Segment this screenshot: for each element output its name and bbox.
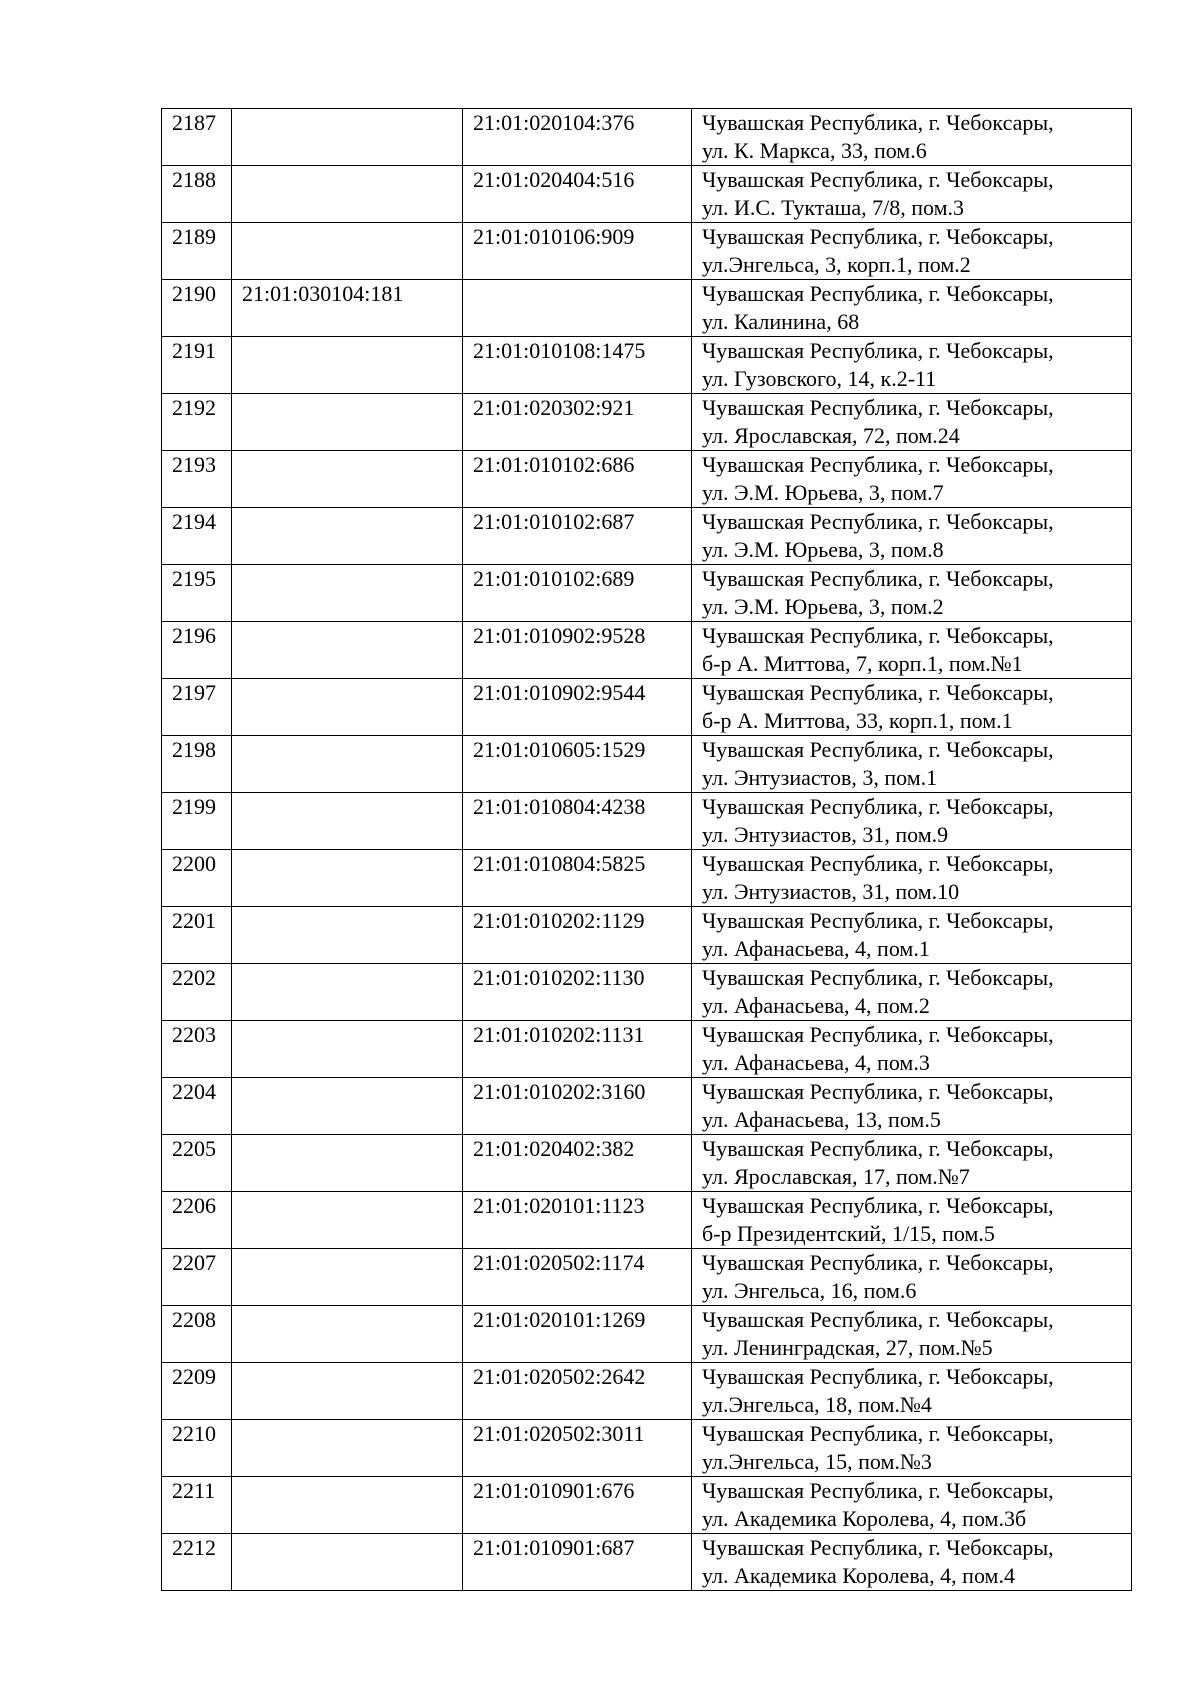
address-region-line: Чувашская Республика, г. Чебоксары, — [702, 1079, 1054, 1104]
premises-cadastral-number-cell: 21:01:010605:1529 — [463, 736, 692, 793]
premises-cadastral-number-cell: 21:01:010202:1129 — [463, 907, 692, 964]
address-cell — [692, 1135, 1132, 1192]
address-region-line: Чувашская Республика, г. Чебоксары, — [702, 1535, 1054, 1560]
address-street-line: ул. Ленинградская, 27, пом.№5 — [702, 1335, 993, 1360]
address-cell — [692, 223, 1132, 280]
address-region-line: Чувашская Республика, г. Чебоксары, — [702, 965, 1054, 990]
premises-cadastral-number-cell: 21:01:010108:1475 — [463, 337, 692, 394]
address-region-line: Чувашская Республика, г. Чебоксары, — [702, 395, 1054, 420]
property-registry-table — [161, 108, 1132, 1591]
row-number-cell: 2196 — [162, 622, 232, 679]
table-row — [162, 109, 1132, 166]
premises-cadastral-number-cell: 21:01:020104:376 — [463, 109, 692, 166]
address-cell — [692, 679, 1132, 736]
address-street-line: ул. Афанасьева, 13, пом.5 — [702, 1107, 941, 1132]
building-cadastral-number-cell — [232, 1078, 463, 1135]
table-row — [162, 166, 1132, 223]
address-street-line: ул. К. Маркса, 33, пом.6 — [702, 138, 927, 163]
address-street-line: ул. Афанасьева, 4, пом.2 — [702, 993, 930, 1018]
address-street-line: ул. Ярославская, 17, пом.№7 — [702, 1164, 970, 1189]
row-number-cell: 2201 — [162, 907, 232, 964]
address-street-line: ул. Афанасьева, 4, пом.1 — [702, 936, 930, 961]
address-street-line: ул. Энтузиастов, 31, пом.10 — [702, 879, 960, 904]
address-street-line: ул. Академика Королева, 4, пом.4 — [702, 1563, 1015, 1588]
premises-cadastral-number-cell: 21:01:010902:9544 — [463, 679, 692, 736]
row-number-cell: 2199 — [162, 793, 232, 850]
premises-cadastral-number-cell: 21:01:020404:516 — [463, 166, 692, 223]
table-row — [162, 565, 1132, 622]
premises-cadastral-number-cell: 21:01:020502:1174 — [463, 1249, 692, 1306]
row-number-cell: 2191 — [162, 337, 232, 394]
building-cadastral-number-cell — [232, 337, 463, 394]
address-street-line: ул.Энгельса, 18, пом.№4 — [702, 1392, 932, 1417]
address-cell — [692, 508, 1132, 565]
building-cadastral-number-cell — [232, 793, 463, 850]
premises-cadastral-number-cell: 21:01:010202:1131 — [463, 1021, 692, 1078]
row-number-cell: 2203 — [162, 1021, 232, 1078]
address-cell — [692, 1363, 1132, 1420]
premises-cadastral-number-cell: 21:01:010901:676 — [463, 1477, 692, 1534]
table-row — [162, 1306, 1132, 1363]
address-cell — [692, 850, 1132, 907]
address-region-line: Чувашская Республика, г. Чебоксары, — [702, 224, 1054, 249]
row-number-cell: 2193 — [162, 451, 232, 508]
row-number-cell: 2202 — [162, 964, 232, 1021]
table-row — [162, 394, 1132, 451]
address-region-line: Чувашская Республика, г. Чебоксары, — [702, 623, 1054, 648]
building-cadastral-number-cell — [232, 679, 463, 736]
table-row — [162, 850, 1132, 907]
building-cadastral-number-cell: 21:01:030104:181 — [232, 280, 463, 337]
table-row — [162, 1192, 1132, 1249]
building-cadastral-number-cell — [232, 964, 463, 1021]
address-cell — [692, 337, 1132, 394]
address-cell — [692, 166, 1132, 223]
premises-cadastral-number-cell: 21:01:010102:687 — [463, 508, 692, 565]
row-number-cell: 2206 — [162, 1192, 232, 1249]
row-number-cell: 2190 — [162, 280, 232, 337]
table-row — [162, 907, 1132, 964]
row-number-cell: 2209 — [162, 1363, 232, 1420]
address-street-line: ул. Афанасьева, 4, пом.3 — [702, 1050, 930, 1075]
table-row — [162, 1420, 1132, 1477]
address-region-line: Чувашская Республика, г. Чебоксары, — [702, 281, 1054, 306]
address-cell — [692, 1078, 1132, 1135]
building-cadastral-number-cell — [232, 1363, 463, 1420]
address-street-line: б-р А. Миттова, 7, корп.1, пом.№1 — [702, 651, 1023, 676]
premises-cadastral-number-cell: 21:01:020101:1123 — [463, 1192, 692, 1249]
address-cell — [692, 1477, 1132, 1534]
building-cadastral-number-cell — [232, 850, 463, 907]
table-row — [162, 1135, 1132, 1192]
address-region-line: Чувашская Республика, г. Чебоксары, — [702, 338, 1054, 363]
table-row — [162, 1363, 1132, 1420]
table-row — [162, 451, 1132, 508]
building-cadastral-number-cell — [232, 1021, 463, 1078]
premises-cadastral-number-cell: 21:01:010901:687 — [463, 1534, 692, 1591]
building-cadastral-number-cell — [232, 1249, 463, 1306]
address-region-line: Чувашская Республика, г. Чебоксары, — [702, 680, 1054, 705]
address-cell — [692, 451, 1132, 508]
address-region-line: Чувашская Республика, г. Чебоксары, — [702, 1478, 1054, 1503]
row-number-cell: 2204 — [162, 1078, 232, 1135]
building-cadastral-number-cell — [232, 1192, 463, 1249]
table-row — [162, 337, 1132, 394]
address-cell — [692, 280, 1132, 337]
premises-cadastral-number-cell: 21:01:010102:689 — [463, 565, 692, 622]
premises-cadastral-number-cell: 21:01:010902:9528 — [463, 622, 692, 679]
building-cadastral-number-cell — [232, 736, 463, 793]
table-row — [162, 508, 1132, 565]
row-number-cell: 2187 — [162, 109, 232, 166]
premises-cadastral-number-cell: 21:01:010804:4238 — [463, 793, 692, 850]
building-cadastral-number-cell — [232, 394, 463, 451]
building-cadastral-number-cell — [232, 565, 463, 622]
premises-cadastral-number-cell: 21:01:020502:2642 — [463, 1363, 692, 1420]
address-region-line: Чувашская Республика, г. Чебоксары, — [702, 1136, 1054, 1161]
row-number-cell: 2211 — [162, 1477, 232, 1534]
premises-cadastral-number-cell — [463, 280, 692, 337]
building-cadastral-number-cell — [232, 1477, 463, 1534]
premises-cadastral-number-cell: 21:01:010102:686 — [463, 451, 692, 508]
table-row — [162, 1078, 1132, 1135]
table-body — [162, 109, 1132, 1591]
address-region-line: Чувашская Республика, г. Чебоксары, — [702, 452, 1054, 477]
address-cell — [692, 1249, 1132, 1306]
address-street-line: ул. Э.М. Юрьева, 3, пом.8 — [702, 537, 944, 562]
address-cell — [692, 622, 1132, 679]
address-region-line: Чувашская Республика, г. Чебоксары, — [702, 566, 1054, 591]
address-street-line: ул.Энгельса, 15, пом.№3 — [702, 1449, 932, 1474]
address-street-line: ул. Гузовского, 14, к.2-11 — [702, 366, 937, 391]
building-cadastral-number-cell — [232, 508, 463, 565]
premises-cadastral-number-cell: 21:01:020302:921 — [463, 394, 692, 451]
address-street-line: ул. Калинина, 68 — [702, 309, 860, 334]
building-cadastral-number-cell — [232, 1420, 463, 1477]
address-street-line: б-р А. Миттова, 33, корп.1, пом.1 — [702, 708, 1013, 733]
address-region-line: Чувашская Республика, г. Чебоксары, — [702, 1250, 1054, 1275]
premises-cadastral-number-cell: 21:01:020502:3011 — [463, 1420, 692, 1477]
building-cadastral-number-cell — [232, 166, 463, 223]
building-cadastral-number-cell — [232, 1135, 463, 1192]
row-number-cell: 2198 — [162, 736, 232, 793]
address-street-line: ул. И.С. Тукташа, 7/8, пом.3 — [702, 195, 965, 220]
address-cell — [692, 907, 1132, 964]
address-region-line: Чувашская Республика, г. Чебоксары, — [702, 794, 1054, 819]
table-row — [162, 1477, 1132, 1534]
building-cadastral-number-cell — [232, 451, 463, 508]
address-region-line: Чувашская Республика, г. Чебоксары, — [702, 737, 1054, 762]
building-cadastral-number-cell — [232, 223, 463, 280]
table-row — [162, 964, 1132, 1021]
table-row — [162, 1021, 1132, 1078]
address-cell — [692, 1420, 1132, 1477]
table-row — [162, 736, 1132, 793]
building-cadastral-number-cell — [232, 907, 463, 964]
building-cadastral-number-cell — [232, 109, 463, 166]
premises-cadastral-number-cell: 21:01:010202:3160 — [463, 1078, 692, 1135]
row-number-cell: 2192 — [162, 394, 232, 451]
address-region-line: Чувашская Республика, г. Чебоксары, — [702, 1364, 1054, 1389]
premises-cadastral-number-cell: 21:01:020402:382 — [463, 1135, 692, 1192]
building-cadastral-number-cell — [232, 1306, 463, 1363]
address-street-line: ул.Энгельса, 3, корп.1, пом.2 — [702, 252, 971, 277]
row-number-cell: 2208 — [162, 1306, 232, 1363]
address-region-line: Чувашская Республика, г. Чебоксары, — [702, 509, 1054, 534]
row-number-cell: 2189 — [162, 223, 232, 280]
row-number-cell: 2207 — [162, 1249, 232, 1306]
address-street-line: ул. Энтузиастов, 3, пом.1 — [702, 765, 938, 790]
address-street-line: ул. Энтузиастов, 31, пом.9 — [702, 822, 949, 847]
row-number-cell: 2210 — [162, 1420, 232, 1477]
row-number-cell: 2200 — [162, 850, 232, 907]
address-cell — [692, 736, 1132, 793]
table-row — [162, 793, 1132, 850]
address-street-line: ул. Академика Королева, 4, пом.3б — [702, 1506, 1027, 1531]
address-cell — [692, 565, 1132, 622]
row-number-cell: 2194 — [162, 508, 232, 565]
premises-cadastral-number-cell: 21:01:010106:909 — [463, 223, 692, 280]
address-cell — [692, 1306, 1132, 1363]
address-region-line: Чувашская Республика, г. Чебоксары, — [702, 1307, 1054, 1332]
table-row — [162, 280, 1132, 337]
address-region-line: Чувашская Республика, г. Чебоксары, — [702, 1022, 1054, 1047]
premises-cadastral-number-cell: 21:01:010804:5825 — [463, 850, 692, 907]
table-row — [162, 1249, 1132, 1306]
building-cadastral-number-cell — [232, 1534, 463, 1591]
row-number-cell: 2197 — [162, 679, 232, 736]
address-region-line: Чувашская Республика, г. Чебоксары, — [702, 851, 1054, 876]
address-region-line: Чувашская Республика, г. Чебоксары, — [702, 1421, 1054, 1446]
address-street-line: б-р Президентский, 1/15, пом.5 — [702, 1221, 995, 1246]
table-row — [162, 1534, 1132, 1591]
address-cell — [692, 793, 1132, 850]
table-row — [162, 679, 1132, 736]
address-cell — [692, 964, 1132, 1021]
row-number-cell: 2205 — [162, 1135, 232, 1192]
address-street-line: ул. Энгельса, 16, пом.6 — [702, 1278, 917, 1303]
row-number-cell: 2212 — [162, 1534, 232, 1591]
address-region-line: Чувашская Республика, г. Чебоксары, — [702, 1193, 1054, 1218]
premises-cadastral-number-cell: 21:01:010202:1130 — [463, 964, 692, 1021]
address-cell — [692, 1534, 1132, 1591]
address-cell — [692, 394, 1132, 451]
address-region-line: Чувашская Республика, г. Чебоксары, — [702, 908, 1054, 933]
building-cadastral-number-cell — [232, 622, 463, 679]
address-cell — [692, 1021, 1132, 1078]
table-row — [162, 622, 1132, 679]
address-cell — [692, 1192, 1132, 1249]
address-cell — [692, 109, 1132, 166]
row-number-cell: 2188 — [162, 166, 232, 223]
row-number-cell: 2195 — [162, 565, 232, 622]
address-street-line: ул. Э.М. Юрьева, 3, пом.2 — [702, 594, 944, 619]
address-street-line: ул. Э.М. Юрьева, 3, пом.7 — [702, 480, 944, 505]
address-street-line: ул. Ярославская, 72, пом.24 — [702, 423, 960, 448]
address-region-line: Чувашская Республика, г. Чебоксары, — [702, 167, 1054, 192]
premises-cadastral-number-cell: 21:01:020101:1269 — [463, 1306, 692, 1363]
address-region-line: Чувашская Республика, г. Чебоксары, — [702, 110, 1054, 135]
table-row — [162, 223, 1132, 280]
